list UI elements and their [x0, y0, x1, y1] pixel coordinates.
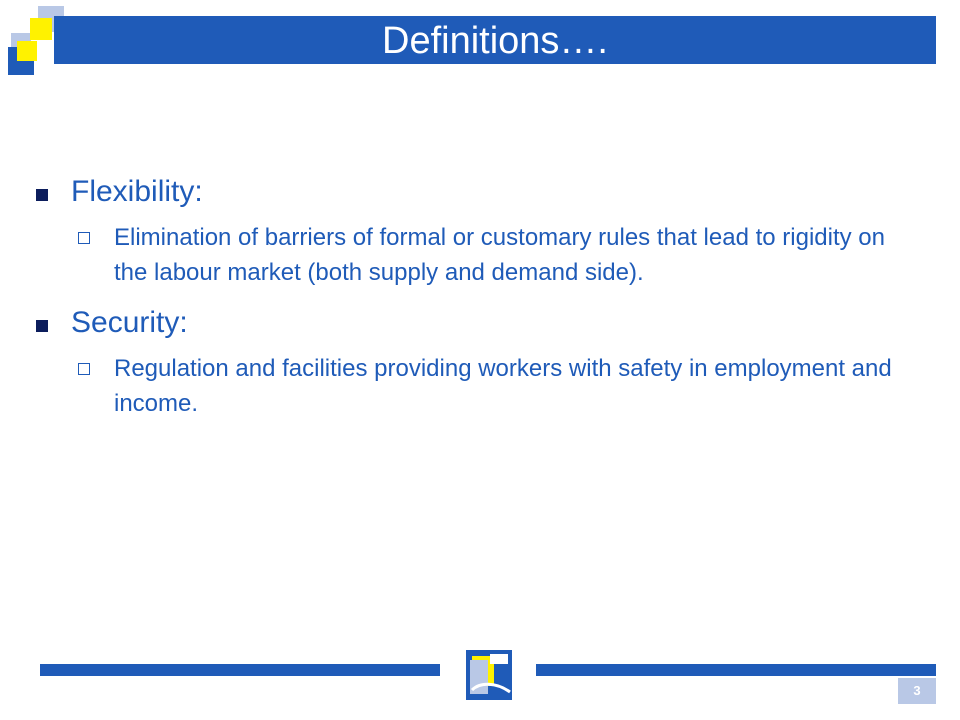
slide-title-bar [54, 16, 936, 64]
sub-bullet-security-definition [78, 351, 914, 421]
hollow-square-bullet-icon [78, 232, 90, 244]
sub-bullet-text: Regulation and facilities providing workers with safety in employment and income. [114, 355, 892, 417]
square-bullet-icon [36, 320, 48, 332]
bullet-security [36, 303, 916, 343]
hollow-square-bullet-icon [78, 363, 90, 375]
logo-icon [462, 646, 518, 704]
decorative-square [30, 18, 52, 40]
bullet-flexibility [36, 172, 916, 212]
slide-title: Definitions…. [382, 20, 608, 62]
square-bullet-icon [36, 189, 48, 201]
sub-bullet-text: Elimination of barriers of formal or customary rules that lead to rigidity on the labour market (both supply and demand side). [114, 224, 885, 286]
sub-bullet-flexibility-definition [78, 220, 914, 290]
bullet-heading: Security: [71, 306, 188, 339]
slide-content [36, 172, 916, 421]
bullet-heading: Flexibility: [71, 175, 203, 208]
decorative-square [17, 41, 37, 61]
page-number: 3 [913, 683, 921, 698]
footer-bar-left [40, 664, 440, 676]
page-number-badge [898, 678, 936, 704]
footer-bar-right [536, 664, 936, 676]
